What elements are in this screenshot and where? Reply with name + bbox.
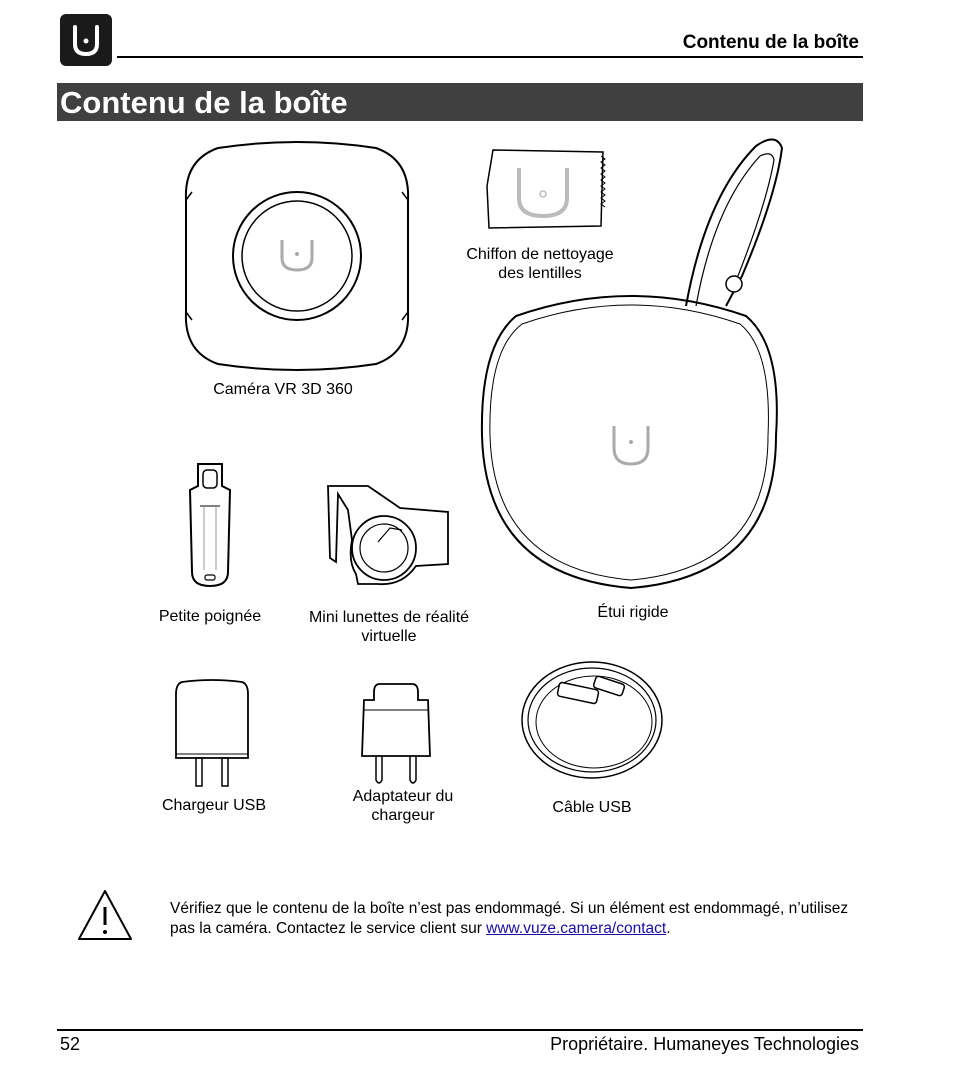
glasses-caption-line2: virtuelle xyxy=(361,628,417,645)
camera-caption: Caméra VR 3D 360 xyxy=(213,381,353,398)
footer-rule xyxy=(57,1029,863,1031)
warning-icon xyxy=(75,887,135,943)
charger-adapter-illustration xyxy=(356,680,436,790)
cable-caption: Câble USB xyxy=(552,799,632,816)
handle-caption: Petite poignée xyxy=(158,608,262,625)
camera-illustration xyxy=(178,140,416,372)
usb-cable-illustration xyxy=(518,656,668,784)
glasses-caption-line1: Mini lunettes de réalité xyxy=(308,609,470,626)
notice-text xyxy=(170,899,860,939)
page-number: 52 xyxy=(60,1034,81,1054)
charger-caption: Chargeur USB xyxy=(161,797,267,814)
small-handle-illustration xyxy=(184,460,236,590)
header-section-title: Contenu de la boîte xyxy=(682,32,859,53)
adapter-caption-line1: Adaptateur du xyxy=(352,788,454,805)
vuze-logo-icon xyxy=(60,14,112,66)
case-caption: Étui rigide xyxy=(597,604,669,621)
cloth-caption-line1: Chiffon de nettoyage xyxy=(466,246,614,263)
vr-glasses-illustration xyxy=(318,482,454,592)
header-rule xyxy=(117,56,863,58)
contact-link[interactable]: www.vuze.camera/contact xyxy=(486,920,667,937)
usb-charger-illustration xyxy=(172,678,252,790)
cloth-caption-line2: des lentilles xyxy=(498,265,582,282)
page-title: Contenu de la boîte xyxy=(60,85,348,120)
adapter-caption-line2: chargeur xyxy=(371,807,435,824)
footer-owner: Propriétaire. Humaneyes Technologies xyxy=(550,1034,859,1054)
notice-text-before: Vérifiez que le contenu de la boîte n’est pas endommagé. Si un élément est endommagé, n’utilisez pas la caméra. Contactez le service client sur xyxy=(170,900,849,937)
hard-case-illustration xyxy=(476,136,786,596)
notice-text-after: . xyxy=(666,920,671,937)
